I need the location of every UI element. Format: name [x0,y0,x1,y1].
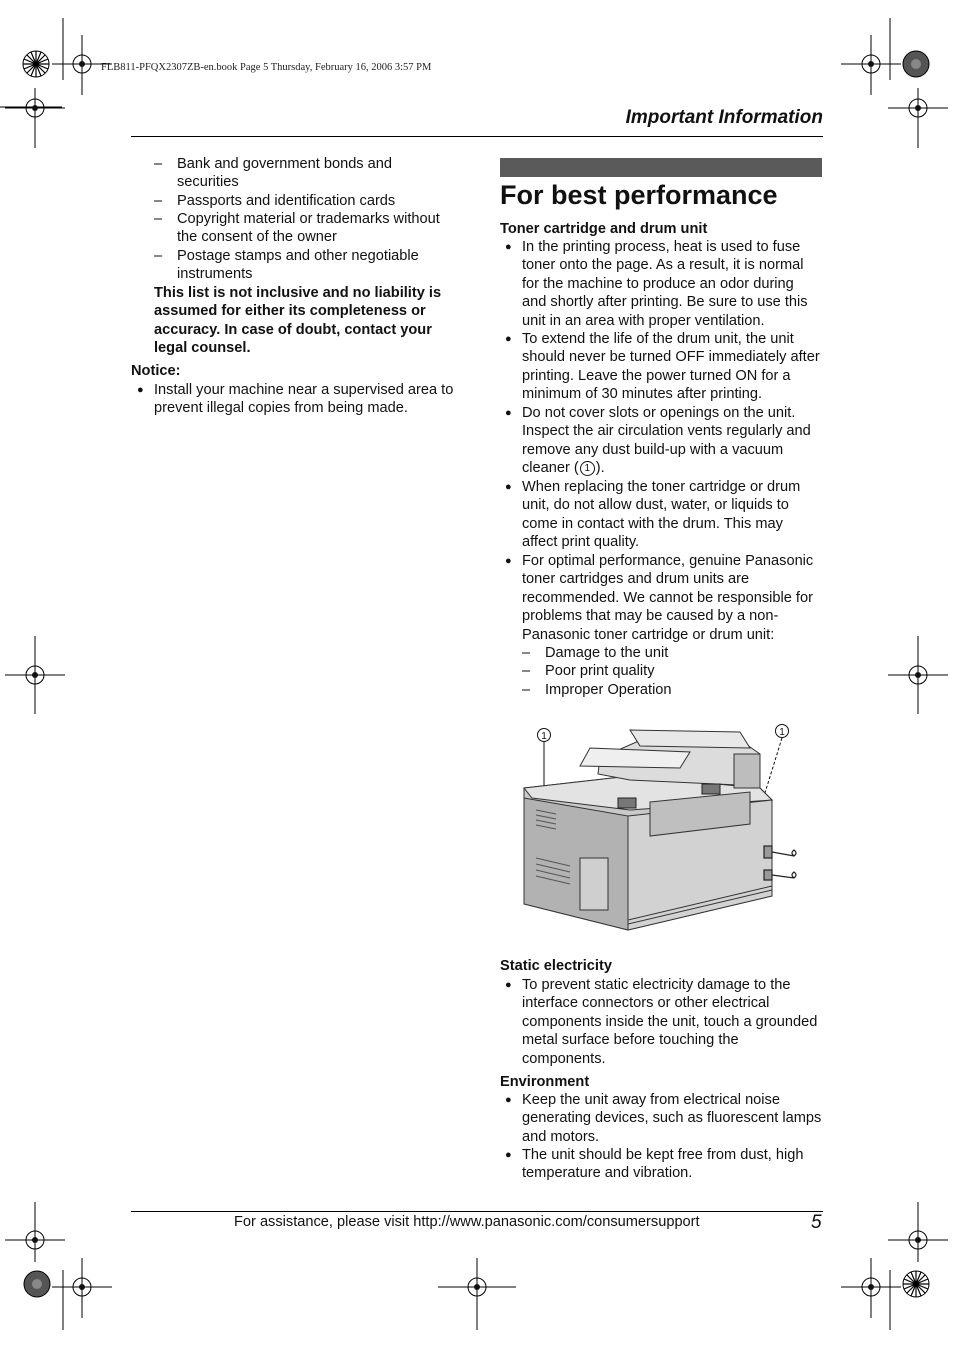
sub-dash-item: – Improper Operation [522,682,672,698]
dash-list-item: – Passports and identification cards [154,193,396,209]
section-title: For best performance [500,180,778,210]
environment-bullet: ● The unit should be kept free from dust, high temperature and vibration. [505,1147,804,1182]
notice-heading: Notice: [131,363,181,379]
callout-1-icon: 1 [580,461,595,476]
toner-bullet: ● To extend the life of the drum unit, the unit should never be turned OFF immediately after printing. Leave the power turned ON for a minimum of 30 minutes after printing. [505,331,820,403]
dash-list-item: – Postage stamps and other negotiable instruments [154,248,419,283]
callout-1-icon [538,729,551,743]
svg-text:1: 1 [779,727,785,738]
environment-bullet: ● Keep the unit away from electrical noise generating devices, such as fluorescent lamps and motors. [505,1092,822,1145]
header-rule [131,136,823,137]
sub-dash-item: – Damage to the unit [522,645,669,661]
sub-dash-item: – Poor print quality [522,663,655,679]
printer-illustration [510,718,810,943]
static-bullet: ● To prevent static electricity damage to the interface connectors or other electrical components inside the unit, touch a grounded metal surface before touching the components. [505,977,818,1067]
footer-rule [131,1211,823,1212]
header-title: Important Information [625,107,823,128]
callout-1-icon [776,725,789,739]
toner-bullet: ● Do not cover slots or openings on the unit. Inspect the air circulation vents regularly and remove any dust build-up with a vacuum cleaner ( 1 ). [505,405,811,477]
svg-text:1: 1 [541,731,547,742]
book-file-info: FLB811-PFQX2307ZB-en.book Page 5 Thursday, February 16, 2006 3:57 PM [101,62,432,73]
notice-bullet: ● Install your machine near a supervised area to prevent illegal copies from being made. [137,382,454,417]
page-number: 5 [811,1212,822,1233]
environment-heading: Environment [500,1074,590,1090]
section-title-bar [500,158,822,177]
static-heading: Static electricity [500,958,612,974]
toner-bullet: ● For optimal performance, genuine Panasonic toner cartridges and drum units are recommended. We cannot be responsible for problems that may be caused by a non-Panasonic toner cartridge or drum unit: [505,553,814,643]
dash-list-item: – Bank and government bonds and securities [154,156,393,191]
toner-bullet: ● In the printing process, heat is used to fuse toner onto the page. As a result, it is normal for the machine to produce an odor during and shortly after printing. Be sure to use this unit in an area with proper ventilation. [505,239,808,329]
toner-bullet: ● When replacing the toner cartridge or drum unit, do not allow dust, water, or liquids to come in contact with the drum. This may affect print quality. [505,479,801,551]
disclaimer-text: This list is not inclusive and no liability is assumed for either its completeness or accuracy. In case of doubt, contact your legal counsel. [154,285,442,357]
dash-list-item: – Copyright material or trademarks without the consent of the owner [154,211,440,246]
footer-assistance-link[interactable]: For assistance, please visit http://www.panasonic.com/consumersupport [234,1214,700,1230]
toner-heading: Toner cartridge and drum unit [500,221,708,237]
